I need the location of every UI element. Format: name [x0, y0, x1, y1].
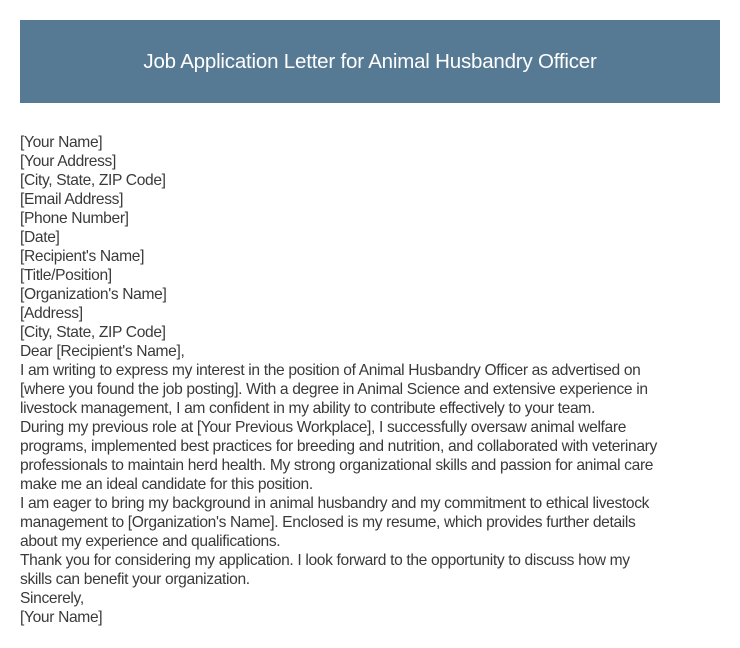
document-header [20, 20, 720, 103]
paragraph-thanks [20, 551, 720, 589]
paragraph-line: Thank you for considering my application. I look forward to the opportunity to discuss how my [20, 552, 630, 569]
paragraph-line: about my experience and qualifications. [20, 533, 281, 550]
paragraph-line: professionals to maintain herd health. My strong organizational skills and passion for animal care [20, 457, 654, 474]
paragraph-line: programs, implemented best practices for breeding and nutrition, and collaborated with veterinary [20, 438, 657, 455]
recipient-city-state-zip: [City, State, ZIP Code] [20, 324, 166, 341]
paragraph-line: During my previous role at [Your Previous Workplace], I successfully oversaw animal welfare [20, 419, 627, 436]
signature: [Your Name] [20, 609, 103, 626]
recipient-address: [Address] [20, 305, 83, 322]
document-title: Job Application Letter for Animal Husbandry Officer [143, 49, 597, 73]
letter-date: [Date] [20, 229, 60, 246]
paragraph-line: livestock management, I am confident in my ability to contribute effectively to your team. [20, 400, 595, 417]
sender-address: [Your Address] [20, 153, 116, 170]
closing: Sincerely, [20, 590, 84, 607]
paragraph-line: I am eager to bring my background in animal husbandry and my commitment to ethical livestock [20, 495, 650, 512]
sender-name: [Your Name] [20, 134, 103, 151]
paragraph-line: [where you found the job posting]. With a degree in Animal Science and extensive experience in [20, 381, 648, 398]
paragraph-line: make me an ideal candidate for this position. [20, 476, 313, 493]
paragraph-line: skills can benefit your organization. [20, 571, 250, 588]
sender-phone: [Phone Number] [20, 210, 129, 227]
sender-city-state-zip: [City, State, ZIP Code] [20, 172, 166, 189]
recipient-name: [Recipient's Name] [20, 248, 145, 265]
paragraph-experience [20, 418, 720, 494]
recipient-block [20, 247, 720, 342]
recipient-organization: [Organization's Name] [20, 286, 167, 303]
recipient-title: [Title/Position] [20, 267, 112, 284]
paragraph-line: I am writing to express my interest in the position of Animal Husbandry Officer as advertised on [20, 362, 641, 379]
letter-body [20, 133, 720, 627]
paragraph-intro [20, 361, 720, 418]
sender-block [20, 133, 720, 247]
salutation: Dear [Recipient's Name], [20, 343, 185, 360]
paragraph-line: management to [Organization's Name]. Enclosed is my resume, which provides further details [20, 514, 636, 531]
paragraph-commitment [20, 494, 720, 551]
sender-email: [Email Address] [20, 191, 124, 208]
